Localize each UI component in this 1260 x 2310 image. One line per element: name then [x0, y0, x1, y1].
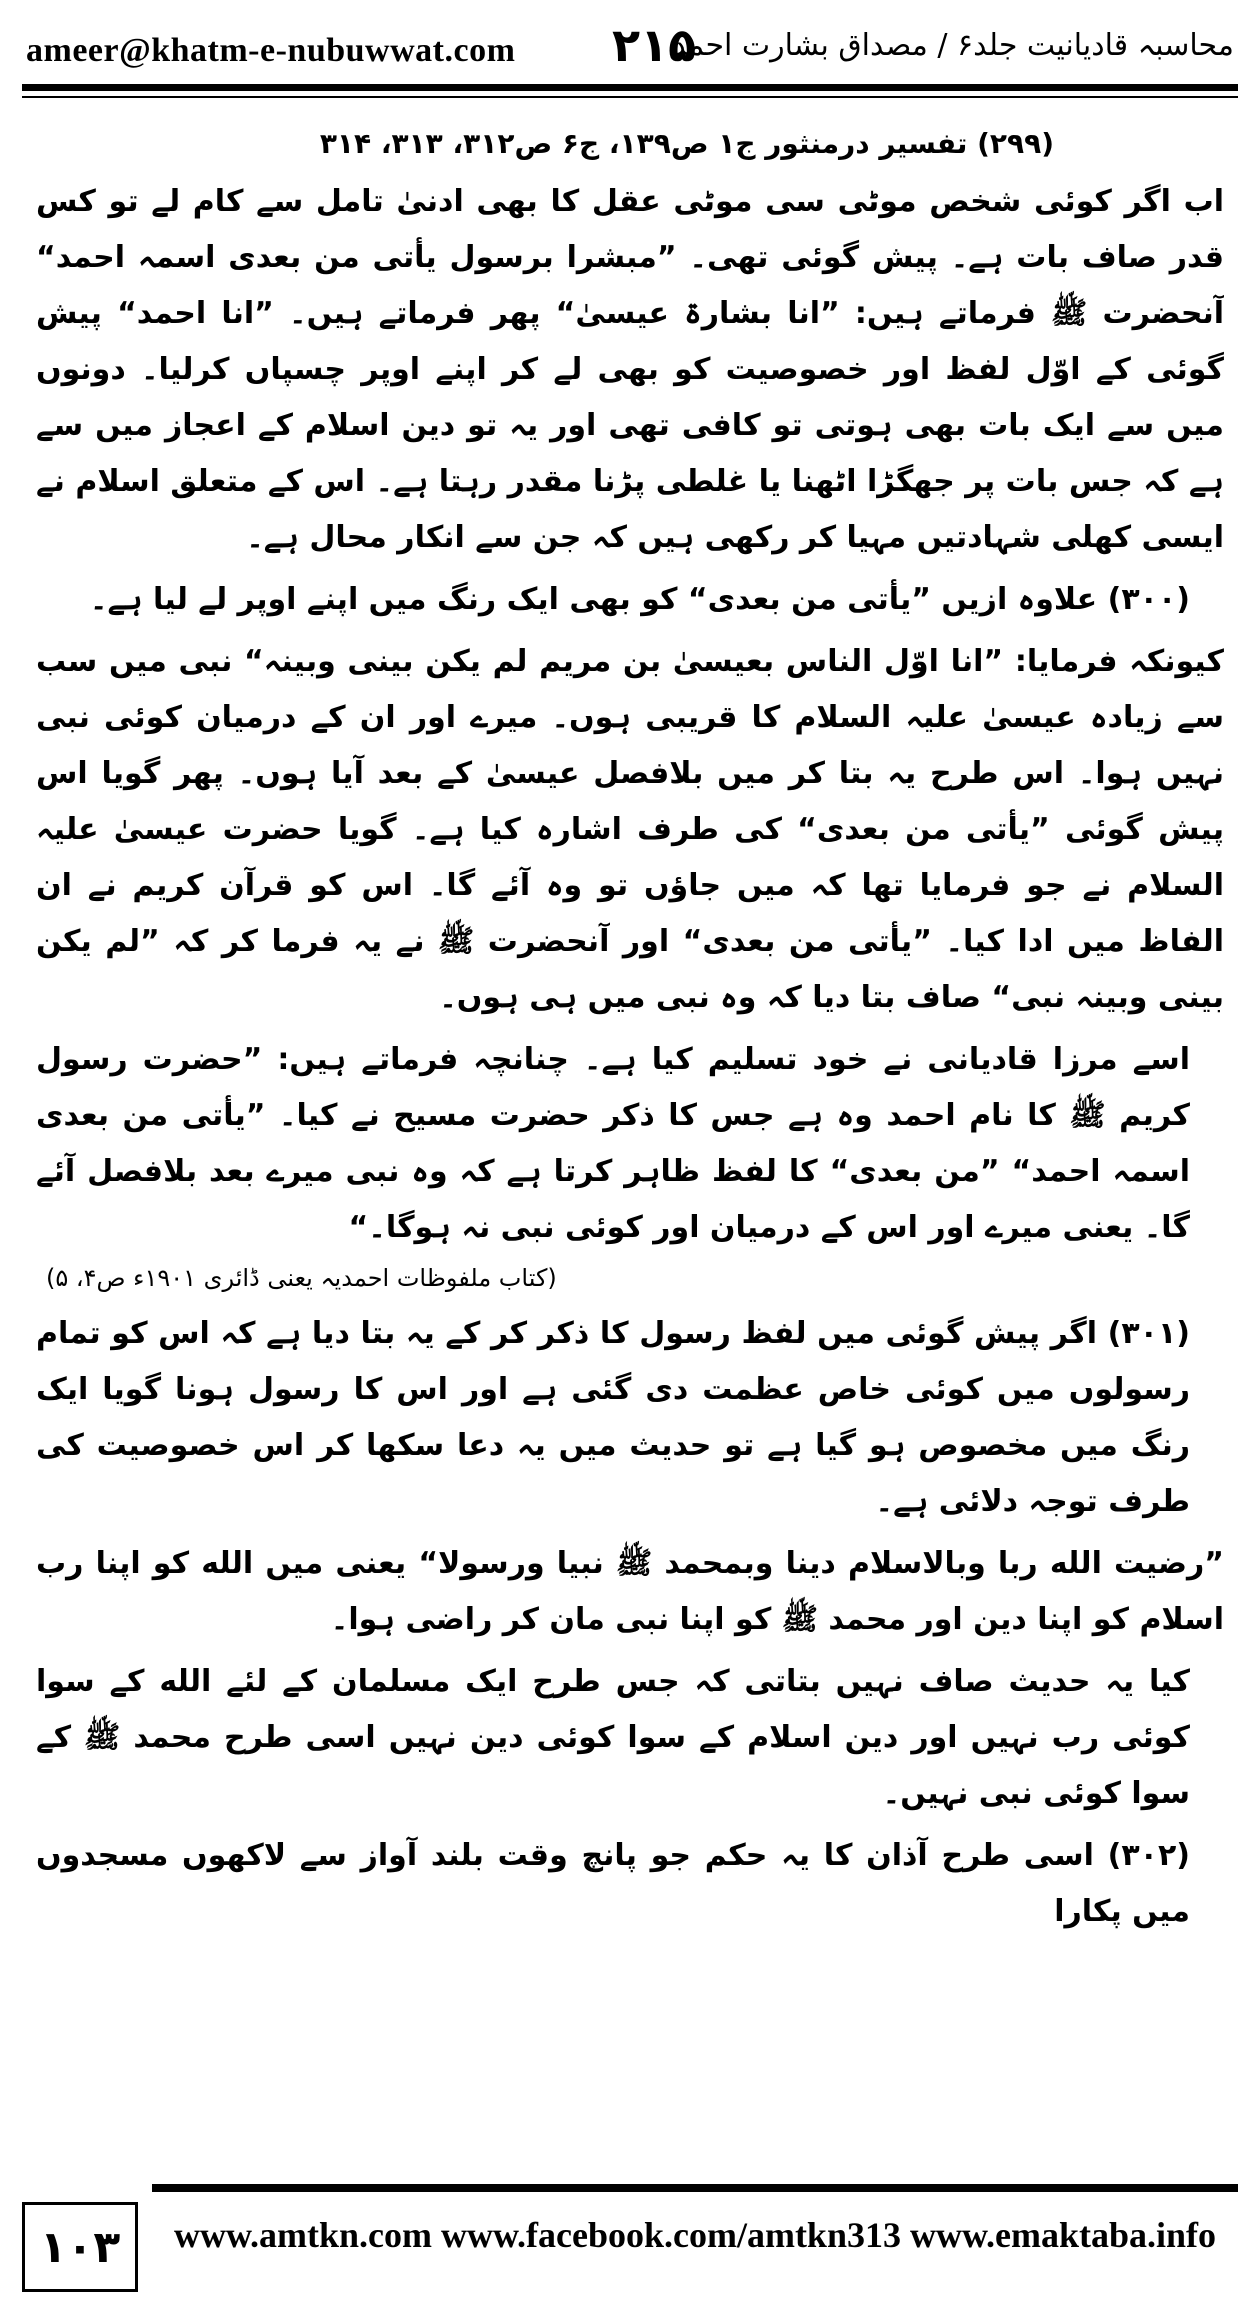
paragraph-300: (۳۰۰) علاوہ ازیں ”یأتی من بعدی“ کو بھی ایک رنگ میں اپنے اوپر لے لیا ہے۔	[89, 582, 1190, 617]
paragraph-3: اسے مرزا قادیانی نے خود تسلیم کیا ہے۔ چنانچہ فرماتے ہیں: ”حضرت رسول کریم ﷺ کا نام احمد وہ ہے جس کا ذکر حضرت مسیح نے کیا۔ ”یأتی من بعدی اسمہ احمد“ ”من بعدی“ کا لفظ ظاہر کرتا ہے کہ وہ نبی میرے بعد بلافصل آئے گا۔ یعنی میرے اور اس کے درمیان اور کوئی نبی نہ ہوگا۔“	[36, 1042, 1190, 1245]
footer-links: www.amtkn.com www.facebook.com/amtkn313 www.emaktaba.info	[174, 2215, 1216, 2255]
page-header	[22, 14, 1238, 76]
paragraph-301: (۳۰۱) اگر پیش گوئی میں لفظ رسول کا ذکر کر کے یہ بتا دیا ہے کہ اس کو تمام رسولوں میں کوئی خاص عظمت دی گئی ہے اور اس کا رسول ہونا گویا ایک رنگ میں مخصوص ہو گیا ہے تو حدیث میں یہ دعا سکھا کر اس خصوصیت کی طرف توجہ دلائی ہے۔	[36, 1316, 1190, 1519]
header-rule-thick	[22, 84, 1238, 91]
header-email: ameer@khatm-e-nubuwwat.com	[26, 32, 516, 69]
page-body	[36, 118, 1224, 2154]
page-footer	[22, 2184, 1238, 2296]
paragraph-2: کیونکہ فرمایا: ”انا اوّل الناس بعیسیٰ بن مریم لم یکن بینی وبینہ“ نبی میں سب سے زیادہ عیسیٰ علیہ السلام کا قریبی ہوں۔ میرے اور ان کے درمیان کوئی نبی نہیں ہوا۔ اس طرح یہ بتا کر میں بلافصل عیسیٰ کے بعد آیا ہوں۔ پھر گویا اس پیش گوئی ”یأتی من بعدی“ کی طرف اشارہ کیا ہے۔ گویا حضرت عیسیٰ علیہ السلام نے جو فرمایا تھا کہ میں جاؤں تو وہ آئے گا۔ اس کو قرآن کریم نے ان الفاظ میں ادا کیا۔ ”یأتی من بعدی“ اور آنحضرت ﷺ نے یہ فرما کر کہ ”لم یکن بینی وبینہ نبی“ صاف بتا دیا کہ وہ نبی میں ہی ہوں۔	[36, 644, 1224, 1015]
paragraph-302: (۳۰۲) اسی طرح آذان کا یہ حکم جو پانچ وقت بلند آواز سے لاکھوں مسجدوں میں پکارا	[36, 1838, 1190, 1929]
citation: (کتاب ملفوظات احمدیہ یعنی ڈائری ۱۹۰۱ء ص۴، ۵)	[46, 1264, 557, 1292]
paragraph-hadith: ”رضیت الله ربا وبالاسلام دینا وبمحمد ﷺ نبیا ورسولا“ یعنی میں الله کو اپنا رب اسلام کو اپنا دین اور محمد ﷺ کو اپنا نبی مان کر راضی ہوا۔	[36, 1546, 1224, 1637]
header-page-number: ۲۱۵	[612, 18, 697, 72]
paragraph-4: کیا یہ حدیث صاف نہیں بتاتی کہ جس طرح ایک مسلمان کے لئے الله کے سوا کوئی رب نہیں اور دین اسلام کے سوا کوئی دین نہیں اسی طرح محمد ﷺ کے سوا کوئی نبی نہیں۔	[36, 1664, 1190, 1811]
paragraph-1: اب اگر کوئی شخص موٹی سی موٹی عقل کا بھی ادنیٰ تامل سے کام لے تو کس قدر صاف بات ہے۔ پیش گوئی تھی۔ ”مبشرا برسول یأتی من بعدی اسمہ احمد“ آنحضرت ﷺ فرماتے ہیں: ”انا بشارۃ عیسیٰ“ پھر فرماتے ہیں۔ ”انا احمد“ پیش گوئی کے اوّل لفظ اور خصوصیت کو بھی لے کر اپنے اوپر چسپاں کرلیا۔ دونوں میں سے ایک بات بھی ہوتی تو کافی تھی اور یہ تو دین اسلام کے اعجاز میں سے ہے کہ جس بات پر جھگڑا اٹھنا یا غلطی پڑنا مقدر رہتا ہے۔ اس کے متعلق اسلام نے ایسی کھلی شہادتیں مہیا کر رکھی ہیں کہ جن سے انکار محال ہے۔	[36, 184, 1224, 555]
header-rule-thin	[22, 96, 1238, 98]
footer-page-number: ۱۰۳	[22, 2202, 138, 2292]
reference-299: (۲۹۹) تفسیر درمنثور ج۱ ص۱۳۹، ج۶ ص۳۱۲، ۳۱۳، ۳۱۴	[319, 127, 1054, 160]
header-title: محاسبہ قادیانیت جلد۶ / مصداق بشارت احمد	[672, 28, 1234, 63]
footer-rule	[152, 2184, 1238, 2192]
